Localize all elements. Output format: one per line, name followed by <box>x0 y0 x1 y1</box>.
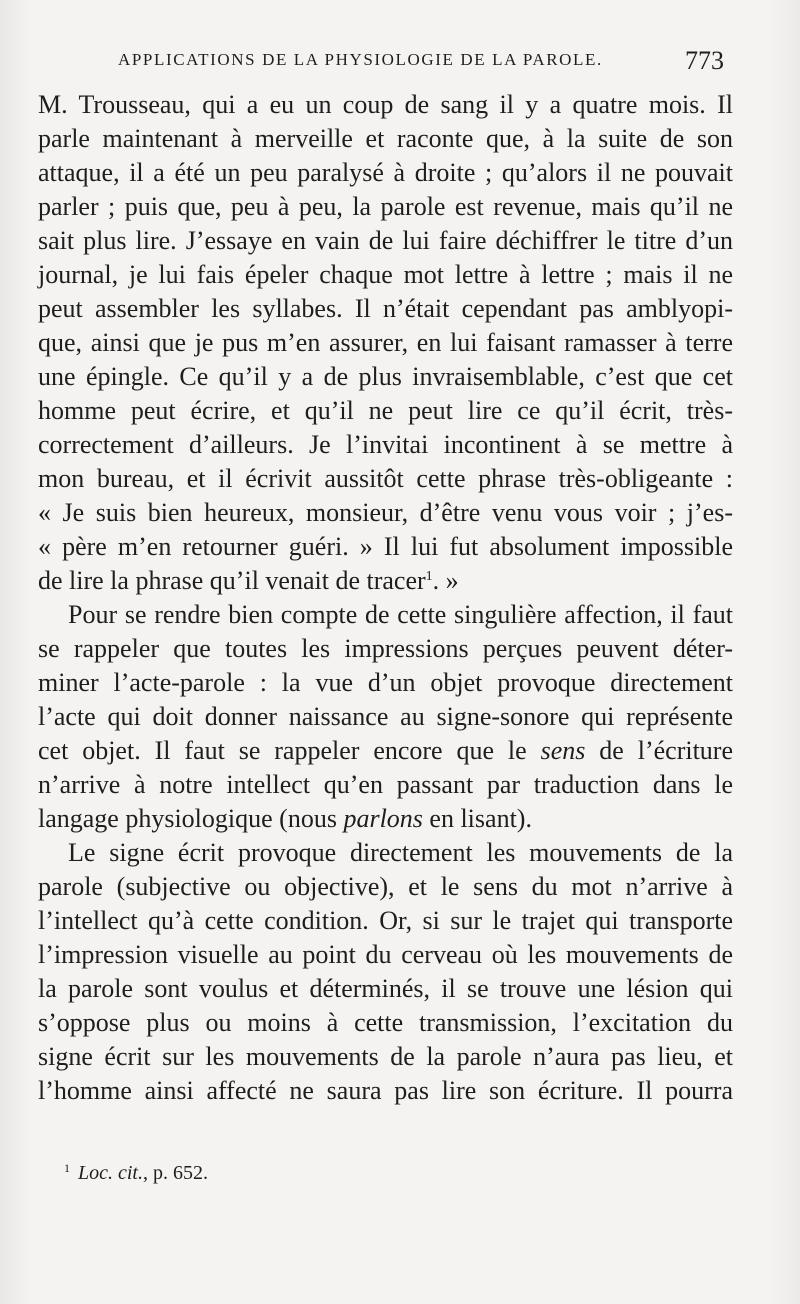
text-line: parle maintenant à merveille et raconte que, à la suite de son <box>38 124 733 153</box>
text-line: n’arrive à notre intellect qu’en passant par traduction dans le <box>38 770 733 799</box>
footnote-marker: 1 <box>64 1161 70 1175</box>
text-line: que, ainsi que je pus m’en assurer, en lui faisant ramasser à terre <box>38 328 733 357</box>
running-head <box>118 46 724 78</box>
footnote-page: , p. 652. <box>143 1162 208 1184</box>
text-line: parole (subjective ou objective), et le sens du mot n’arrive à <box>38 872 733 901</box>
text-line: peut assembler les syllabes. Il n’était cependant pas amblyopi- <box>38 294 733 323</box>
text-line-tail: en lisant). <box>422 804 532 833</box>
text-line: parler ; puis que, peu à peu, la parole est revenue, mais qu’il ne <box>38 192 733 221</box>
footnote <box>64 1160 208 1186</box>
footnote-reference[interactable]: 1 <box>425 569 433 584</box>
text-line: l’homme ainsi affecté ne saura pas lire son écriture. Il pourra <box>38 1076 733 1105</box>
text-line: se rappeler que toutes les impressions perçues peuvent déter- <box>38 634 733 663</box>
text-line: Pour se rendre bien compte de cette singulière affection, il faut <box>68 600 733 629</box>
text-line <box>38 802 733 836</box>
text-line: « Je suis bien heureux, monsieur, d’être venu vous voir ; j’es- <box>38 498 733 527</box>
italic-term: sens <box>540 736 586 765</box>
text-line-start: langage physiologique (nous <box>38 804 337 833</box>
text-line <box>38 564 733 598</box>
text-line: miner l’acte-parole : la vue d’un objet provoque directement <box>38 668 733 697</box>
running-title: APPLICATIONS DE LA PHYSIOLOGIE DE LA PAROLE. <box>118 50 603 69</box>
text-line: une épingle. Ce qu’il y a de plus invraisemblable, c’est que cet <box>38 362 733 391</box>
text-line: « père m’en retourner guéri. » Il lui fut absolument impossible <box>38 532 733 561</box>
text-line: correctement d’ailleurs. Je l’invitai incontinent à se mettre à <box>38 430 733 459</box>
body-text <box>38 88 733 1108</box>
text-line: signe écrit sur les mouvements de la parole n’aura pas lieu, et <box>38 1042 733 1071</box>
text-line: l’impression visuelle au point du cerveau où les mouvements de <box>38 940 733 969</box>
text-line: s’oppose plus ou moins à cette transmission, l’excitation du <box>38 1008 733 1037</box>
text-line: l’acte qui doit donner naissance au signe-sonore qui représente <box>38 702 733 731</box>
text-line: Le signe écrit provoque directement les mouvements de la <box>68 838 733 867</box>
text-line: homme peut écrire, et qu’il ne peut lire ce qu’il écrit, très- <box>38 396 733 425</box>
page-number: 773 <box>685 46 724 75</box>
text-line-start: de lire la phrase qu’il venait de tracer <box>38 566 426 595</box>
text-line: l’intellect qu’à cette condition. Or, si sur le trajet qui transporte <box>38 906 733 935</box>
text-line-tail: de l’écriture <box>585 736 733 765</box>
text-line: attaque, il a été un peu paralysé à droite ; qu’alors il ne pouvait <box>38 158 733 187</box>
text-line <box>38 734 733 768</box>
text-line-tail: . » <box>432 566 459 595</box>
footnote-source: Loc. cit. <box>78 1162 143 1184</box>
text-line: journal, je lui fais épeler chaque mot lettre à lettre ; mais il ne <box>38 260 733 289</box>
text-line: M. Trousseau, qui a eu un coup de sang il y a quatre mois. Il <box>38 90 733 119</box>
text-line: sait plus lire. J’essaye en vain de lui faire déchiffrer le titre d’un <box>38 226 733 255</box>
italic-term: parlons <box>343 804 423 833</box>
text-line-start: cet objet. Il faut se rappeler encore que le <box>38 736 527 765</box>
text-line: mon bureau, et il écrivit aussitôt cette phrase très-obligeante : <box>38 464 733 493</box>
text-line: la parole sont voulus et déterminés, il se trouve une lésion qui <box>38 974 733 1003</box>
